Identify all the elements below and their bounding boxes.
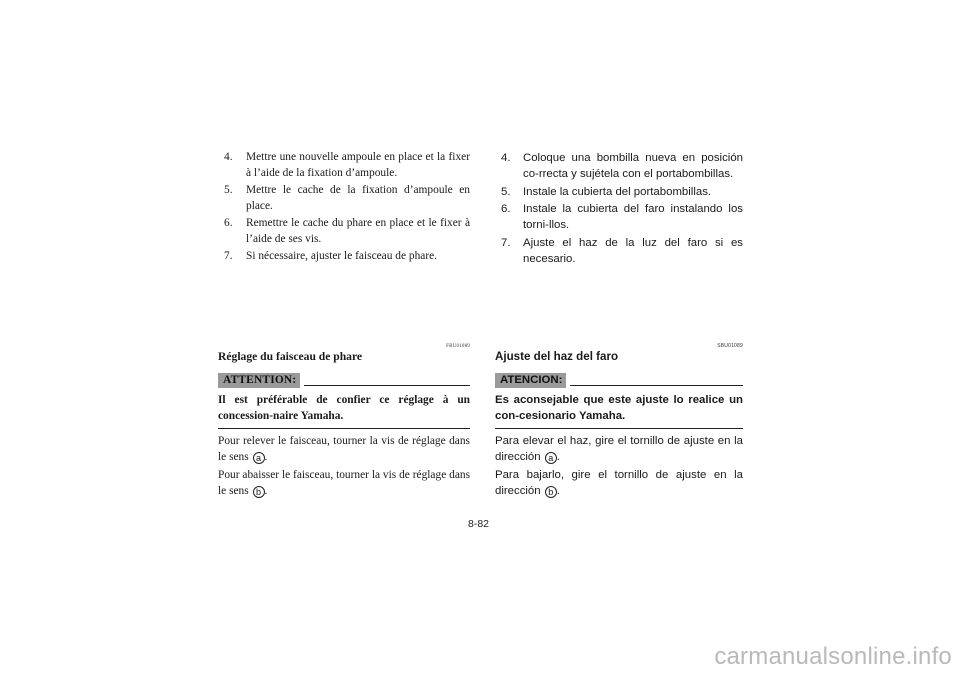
step-number: 6. bbox=[501, 203, 511, 215]
raise-beam-paragraph: Pour relever le faisceau, tourner la vis de réglage dans le sens a . bbox=[218, 435, 470, 463]
step-number: 4. bbox=[501, 152, 511, 164]
step-number: 5. bbox=[224, 184, 233, 196]
step-text: Coloque una bombilla nueva en posición co-rrecta y sujétela con el portabombillas. bbox=[523, 152, 743, 180]
step-text: Ajuste el haz de la luz del faro si es necesario. bbox=[523, 236, 743, 265]
marker-a: a bbox=[253, 452, 265, 464]
step-number: 7. bbox=[224, 250, 233, 262]
spanish-steps-list bbox=[495, 150, 743, 267]
caution-divider bbox=[570, 385, 743, 386]
caution-text: Il est préférable de confier ce réglage à un concession-naire Yamaha. bbox=[218, 394, 470, 422]
step-text: Mettre le cache de la fixation d’ampoule en place. bbox=[246, 184, 470, 212]
section-heading: Réglage du faisceau de phare bbox=[218, 350, 363, 363]
list-item bbox=[495, 150, 743, 182]
step-number: 7. bbox=[501, 236, 511, 249]
watermark[interactable]: carmanualsonline.info bbox=[714, 643, 952, 670]
step-text: Instale la cubierta del faro instalando los torni-llos. bbox=[523, 203, 743, 231]
step-text: Mettre une nouvelle ampoule en place et la fixer à l’aide de la fixation d’ampoule. bbox=[246, 151, 470, 179]
caution-header bbox=[218, 373, 470, 388]
raise-beam-paragraph: Para elevar el haz, gire el tornillo de ajuste en la dirección a . bbox=[495, 435, 743, 463]
step-number: 6. bbox=[224, 217, 233, 229]
caution-header bbox=[495, 373, 743, 388]
step-text: Si nécessaire, ajuster le faisceau de phare. bbox=[246, 250, 438, 262]
french-steps-list bbox=[218, 150, 470, 265]
lower-beam-paragraph: Pour abaisser le faisceau, tourner la vis de réglage dans le sens b . bbox=[218, 469, 470, 497]
caution-bottom-divider bbox=[218, 428, 470, 429]
list-item bbox=[218, 249, 470, 265]
paragraph-text: Pour relever le faisceau, tourner la vis de réglage dans le sens bbox=[218, 435, 470, 463]
paragraph-text: Para elevar el haz, gire el tornillo de ajuste en la dirección bbox=[495, 435, 743, 463]
step-text: Instale la cubierta del portabombillas. bbox=[523, 185, 712, 198]
caution-text: Es aconsejable que este ajuste lo realice un con-cesionario Yamaha. bbox=[495, 394, 743, 422]
list-item bbox=[218, 150, 470, 181]
list-item bbox=[218, 183, 470, 214]
caution-label: ATTENTION: bbox=[218, 373, 300, 388]
marker-b: b bbox=[545, 486, 557, 498]
caution-bottom-divider bbox=[495, 428, 743, 429]
spanish-headlight-section bbox=[495, 343, 743, 499]
step-number: 4. bbox=[224, 151, 233, 163]
french-headlight-section bbox=[218, 343, 470, 499]
marker-a: a bbox=[545, 452, 557, 464]
section-code: SBU01089 bbox=[717, 343, 743, 349]
list-item bbox=[495, 184, 743, 200]
french-steps-column bbox=[218, 150, 470, 267]
spanish-steps-column bbox=[495, 150, 743, 268]
list-item bbox=[218, 216, 470, 247]
step-text: Remettre le cache du phare en place et le fixer à l’aide de ses vis. bbox=[246, 217, 470, 245]
caution-label: ATENCION: bbox=[495, 373, 566, 388]
section-code: FBU01089 bbox=[446, 344, 470, 349]
list-item bbox=[495, 235, 743, 267]
paragraph-text: Pour abaisser le faisceau, tourner la vis de réglage dans le sens bbox=[218, 469, 470, 497]
marker-b: b bbox=[253, 486, 265, 498]
paragraph-text: Para bajarlo, gire el tornillo de ajuste en la dirección bbox=[495, 469, 743, 497]
lower-beam-paragraph: Para bajarlo, gire el tornillo de ajuste en la dirección b . bbox=[495, 469, 743, 497]
list-item bbox=[495, 201, 743, 233]
section-heading: Ajuste del haz del faro bbox=[495, 350, 619, 363]
step-number: 5. bbox=[501, 185, 511, 198]
page-number: 8-82 bbox=[468, 518, 490, 530]
caution-divider bbox=[304, 385, 470, 386]
